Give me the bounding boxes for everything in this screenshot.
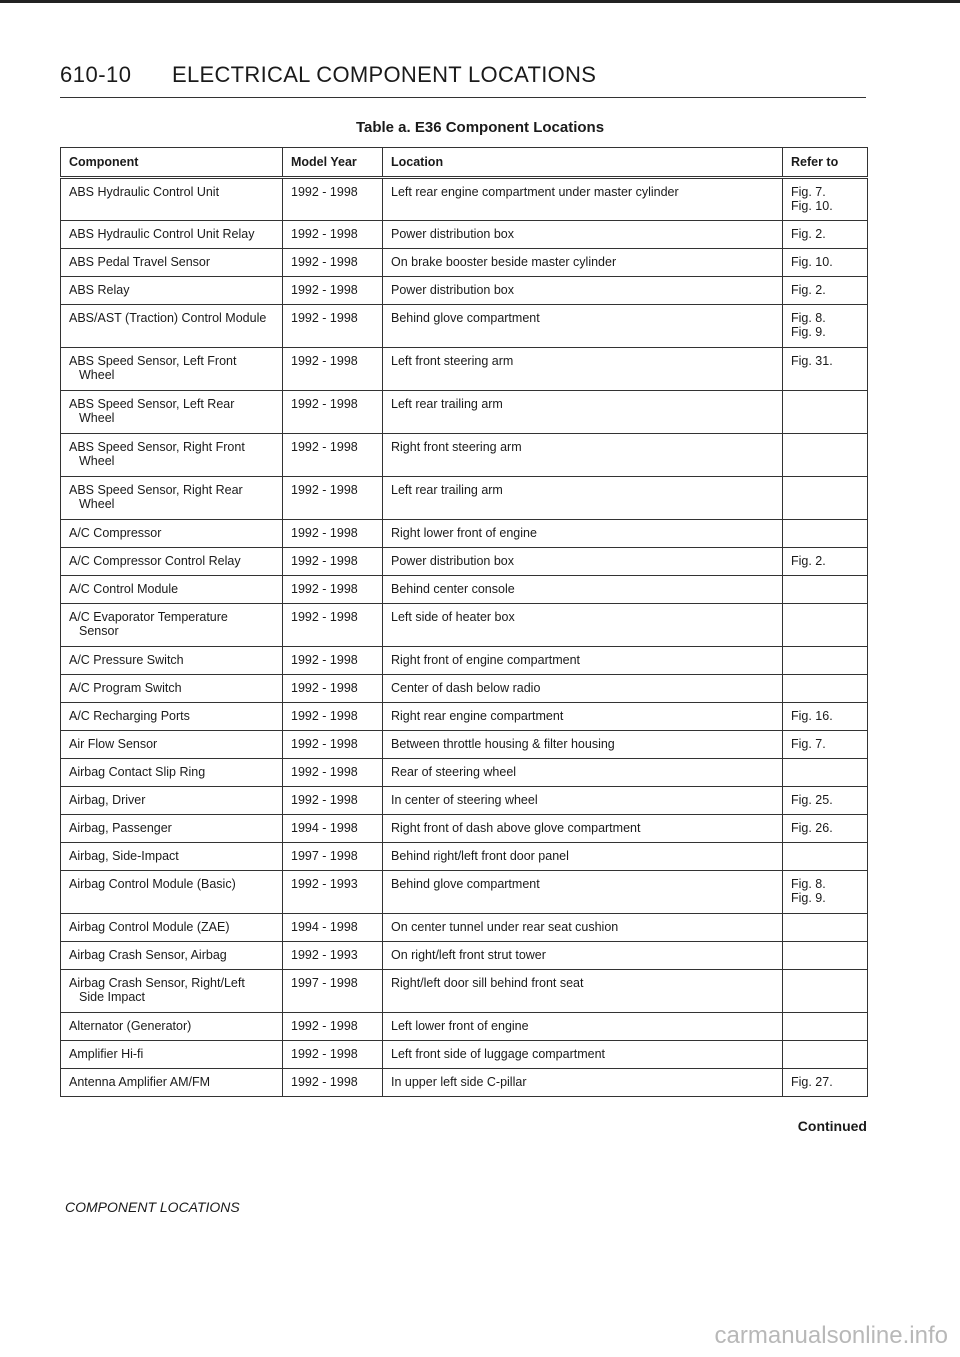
cell-refer-to <box>783 759 868 787</box>
cell-refer-to-line: Fig. 7. <box>791 737 826 751</box>
cell-refer-to <box>783 305 868 348</box>
cell-model-year: 1992 - 1998 <box>283 548 383 576</box>
cell-component-line: Airbag Crash Sensor, Right/Left <box>69 976 245 990</box>
cell-component <box>61 970 283 1013</box>
cell-component <box>61 434 283 477</box>
column-header-location: Location <box>383 148 783 178</box>
cell-component <box>61 871 283 914</box>
cell-location: Power distribution box <box>383 277 783 305</box>
cell-component-line: Amplifier Hi-fi <box>69 1047 144 1061</box>
cell-component-line: Airbag Control Module (ZAE) <box>69 920 230 934</box>
cell-component-line: Wheel <box>79 454 115 468</box>
table-row <box>61 647 868 675</box>
table-row <box>61 221 868 249</box>
cell-location: In center of steering wheel <box>383 787 783 815</box>
cell-component <box>61 305 283 348</box>
cell-refer-to <box>783 576 868 604</box>
table-caption: Table a. E36 Component Locations <box>355 119 605 136</box>
watermark-text: carmanualsonline.info <box>714 1322 948 1349</box>
cell-location: Right front steering arm <box>383 434 783 477</box>
table-row <box>61 520 868 548</box>
cell-location: Right rear engine compartment <box>383 703 783 731</box>
cell-component <box>61 1041 283 1069</box>
cell-component-line: ABS Speed Sensor, Right Front <box>69 440 245 454</box>
cell-component <box>61 477 283 520</box>
cell-model-year: 1992 - 1998 <box>283 787 383 815</box>
cell-refer-to-line: Fig. 9. <box>791 325 826 339</box>
cell-refer-to-line: Fig. 10. <box>791 199 833 213</box>
cell-location: Left rear trailing arm <box>383 391 783 434</box>
cell-refer-to <box>783 843 868 871</box>
cell-refer-to <box>783 703 868 731</box>
cell-refer-to <box>783 548 868 576</box>
table-row <box>61 787 868 815</box>
cell-component <box>61 249 283 277</box>
cell-model-year: 1992 - 1993 <box>283 942 383 970</box>
cell-component <box>61 815 283 843</box>
cell-refer-to <box>783 434 868 477</box>
cell-component-line: ABS Hydraulic Control Unit <box>69 185 220 199</box>
cell-location: Right/left door sill behind front seat <box>383 970 783 1013</box>
column-header-refer-to: Refer to <box>783 148 868 178</box>
cell-refer-to-line: Fig. 2. <box>791 227 826 241</box>
table-row <box>61 871 868 914</box>
cell-refer-to <box>783 914 868 942</box>
cell-model-year: 1992 - 1998 <box>283 221 383 249</box>
cell-refer-to <box>783 647 868 675</box>
cell-refer-to <box>783 970 868 1013</box>
cell-component <box>61 675 283 703</box>
table-row <box>61 675 868 703</box>
cell-component-line: A/C Evaporator Temperature <box>69 610 228 624</box>
cell-component-line: Wheel <box>79 411 115 425</box>
cell-component-line: Alternator (Generator) <box>69 1019 192 1033</box>
page-header <box>60 60 866 98</box>
cell-component <box>61 914 283 942</box>
cell-refer-to-line: Fig. 7. <box>791 185 826 199</box>
cell-refer-to <box>783 1041 868 1069</box>
cell-model-year: 1992 - 1998 <box>283 731 383 759</box>
cell-component-line: A/C Compressor <box>69 526 162 540</box>
page-number: 610-10 <box>60 62 132 87</box>
cell-component-line: A/C Control Module <box>69 582 179 596</box>
cell-refer-to <box>783 221 868 249</box>
cell-location: Left rear engine compartment under master cylinder <box>383 178 783 221</box>
cell-location: Center of dash below radio <box>383 675 783 703</box>
cell-component-line: Airbag Crash Sensor, Airbag <box>69 948 227 962</box>
cell-component <box>61 391 283 434</box>
cell-component <box>61 942 283 970</box>
cell-model-year: 1992 - 1998 <box>283 348 383 391</box>
table-row <box>61 1069 868 1097</box>
cell-location: Rear of steering wheel <box>383 759 783 787</box>
cell-model-year: 1992 - 1998 <box>283 576 383 604</box>
cell-component-line: Side Impact <box>79 990 146 1004</box>
cell-refer-to <box>783 391 868 434</box>
cell-component-line: Wheel <box>79 497 115 511</box>
cell-component-line: A/C Pressure Switch <box>69 653 184 667</box>
cell-refer-to <box>783 675 868 703</box>
table-row <box>61 970 868 1013</box>
cell-refer-to-line: Fig. 2. <box>791 554 826 568</box>
cell-component-line: ABS/AST (Traction) Control Module <box>69 311 267 325</box>
cell-location: On right/left front strut tower <box>383 942 783 970</box>
table-row <box>61 348 868 391</box>
cell-component-line: Wheel <box>79 368 115 382</box>
table-row <box>61 178 868 221</box>
cell-component <box>61 178 283 221</box>
cell-component-line: ABS Relay <box>69 283 130 297</box>
cell-component-line: Sensor <box>79 624 119 638</box>
cell-refer-to-line: Fig. 31. <box>791 354 833 368</box>
table-row <box>61 759 868 787</box>
cell-model-year: 1992 - 1993 <box>283 871 383 914</box>
cell-model-year: 1992 - 1998 <box>283 391 383 434</box>
cell-component <box>61 787 283 815</box>
table-row <box>61 391 868 434</box>
cell-refer-to <box>783 871 868 914</box>
cell-component <box>61 548 283 576</box>
cell-model-year: 1992 - 1998 <box>283 477 383 520</box>
cell-component <box>61 221 283 249</box>
component-locations-table <box>60 147 868 1097</box>
cell-refer-to-line: Fig. 9. <box>791 891 826 905</box>
cell-component <box>61 348 283 391</box>
cell-refer-to <box>783 348 868 391</box>
cell-component-line: A/C Recharging Ports <box>69 709 190 723</box>
cell-model-year: 1992 - 1998 <box>283 1013 383 1041</box>
table-row <box>61 942 868 970</box>
table-row <box>61 249 868 277</box>
column-header-model-year: Model Year <box>283 148 383 178</box>
table-row <box>61 1013 868 1041</box>
cell-refer-to-line: Fig. 27. <box>791 1075 833 1089</box>
cell-location: Left front side of luggage compartment <box>383 1041 783 1069</box>
cell-model-year: 1992 - 1998 <box>283 305 383 348</box>
cell-model-year: 1997 - 1998 <box>283 970 383 1013</box>
cell-model-year: 1994 - 1998 <box>283 914 383 942</box>
cell-component <box>61 703 283 731</box>
table-row <box>61 277 868 305</box>
cell-component <box>61 604 283 647</box>
cell-location: Behind glove compartment <box>383 305 783 348</box>
cell-refer-to-line: Fig. 8. <box>791 311 826 325</box>
cell-location: Left rear trailing arm <box>383 477 783 520</box>
cell-refer-to-line: Fig. 10. <box>791 255 833 269</box>
cell-model-year: 1992 - 1998 <box>283 1041 383 1069</box>
table-row <box>61 305 868 348</box>
cell-refer-to <box>783 520 868 548</box>
cell-refer-to <box>783 604 868 647</box>
cell-location: Behind glove compartment <box>383 871 783 914</box>
cell-model-year: 1992 - 1998 <box>283 759 383 787</box>
cell-refer-to <box>783 249 868 277</box>
cell-component-line: ABS Speed Sensor, Left Rear <box>69 397 235 411</box>
cell-refer-to <box>783 477 868 520</box>
cell-refer-to <box>783 1069 868 1097</box>
cell-refer-to-line: Fig. 2. <box>791 283 826 297</box>
cell-refer-to <box>783 178 868 221</box>
top-border-rule <box>0 0 960 3</box>
cell-component <box>61 520 283 548</box>
section-title: ELECTRICAL COMPONENT LOCATIONS <box>172 62 597 87</box>
table-row <box>61 548 868 576</box>
cell-component <box>61 843 283 871</box>
cell-component-line: Antenna Amplifier AM/FM <box>69 1075 211 1089</box>
cell-component-line: ABS Hydraulic Control Unit Relay <box>69 227 255 241</box>
cell-model-year: 1992 - 1998 <box>283 675 383 703</box>
cell-location: Between throttle housing & filter housing <box>383 731 783 759</box>
cell-location: On center tunnel under rear seat cushion <box>383 914 783 942</box>
cell-component-line: ABS Pedal Travel Sensor <box>69 255 211 269</box>
cell-location: Left lower front of engine <box>383 1013 783 1041</box>
cell-model-year: 1992 - 1998 <box>283 249 383 277</box>
table-row <box>61 843 868 871</box>
cell-model-year: 1992 - 1998 <box>283 178 383 221</box>
cell-component-line: Airbag Contact Slip Ring <box>69 765 206 779</box>
table-row <box>61 1041 868 1069</box>
cell-refer-to <box>783 1013 868 1041</box>
cell-component <box>61 647 283 675</box>
footer-section-label: COMPONENT LOCATIONS <box>65 1199 240 1215</box>
cell-component-line: A/C Program Switch <box>69 681 182 695</box>
cell-location: Behind right/left front door panel <box>383 843 783 871</box>
table-row <box>61 914 868 942</box>
cell-model-year: 1992 - 1998 <box>283 434 383 477</box>
table-body <box>61 178 868 1097</box>
cell-model-year: 1992 - 1998 <box>283 520 383 548</box>
cell-refer-to-line: Fig. 16. <box>791 709 833 723</box>
cell-component <box>61 1069 283 1097</box>
cell-component <box>61 576 283 604</box>
continued-label: Continued <box>797 1118 867 1134</box>
cell-refer-to-line: Fig. 26. <box>791 821 833 835</box>
cell-component-line: ABS Speed Sensor, Right Rear <box>69 483 243 497</box>
cell-component-line: Air Flow Sensor <box>69 737 158 751</box>
cell-component-line: Airbag, Driver <box>69 793 146 807</box>
cell-component-line: ABS Speed Sensor, Left Front <box>69 354 237 368</box>
table-row <box>61 604 868 647</box>
cell-refer-to <box>783 942 868 970</box>
cell-component <box>61 731 283 759</box>
table-row <box>61 477 868 520</box>
cell-refer-to <box>783 787 868 815</box>
cell-model-year: 1994 - 1998 <box>283 815 383 843</box>
cell-model-year: 1992 - 1998 <box>283 277 383 305</box>
table-row <box>61 815 868 843</box>
cell-location: Power distribution box <box>383 548 783 576</box>
cell-model-year: 1997 - 1998 <box>283 843 383 871</box>
cell-model-year: 1992 - 1998 <box>283 604 383 647</box>
cell-component-line: A/C Compressor Control Relay <box>69 554 241 568</box>
cell-location: Left front steering arm <box>383 348 783 391</box>
cell-model-year: 1992 - 1998 <box>283 703 383 731</box>
table-row <box>61 434 868 477</box>
cell-component <box>61 277 283 305</box>
cell-component <box>61 1013 283 1041</box>
cell-refer-to <box>783 815 868 843</box>
cell-refer-to-line: Fig. 8. <box>791 877 826 891</box>
cell-refer-to <box>783 277 868 305</box>
cell-component-line: Airbag Control Module (Basic) <box>69 877 236 891</box>
cell-component-line: Airbag, Side-Impact <box>69 849 179 863</box>
cell-refer-to-line: Fig. 25. <box>791 793 833 807</box>
cell-refer-to <box>783 731 868 759</box>
cell-location: Right front of engine compartment <box>383 647 783 675</box>
cell-model-year: 1992 - 1998 <box>283 647 383 675</box>
cell-location: In upper left side C-pillar <box>383 1069 783 1097</box>
table-row <box>61 576 868 604</box>
table-header-row <box>61 148 868 178</box>
cell-location: Right lower front of engine <box>383 520 783 548</box>
cell-component-line: Airbag, Passenger <box>69 821 172 835</box>
cell-location: On brake booster beside master cylinder <box>383 249 783 277</box>
cell-location: Right front of dash above glove compartment <box>383 815 783 843</box>
table-row <box>61 731 868 759</box>
column-header-component: Component <box>61 148 283 178</box>
cell-location: Power distribution box <box>383 221 783 249</box>
cell-model-year: 1992 - 1998 <box>283 1069 383 1097</box>
cell-component <box>61 759 283 787</box>
cell-location: Behind center console <box>383 576 783 604</box>
table-row <box>61 703 868 731</box>
cell-location: Left side of heater box <box>383 604 783 647</box>
